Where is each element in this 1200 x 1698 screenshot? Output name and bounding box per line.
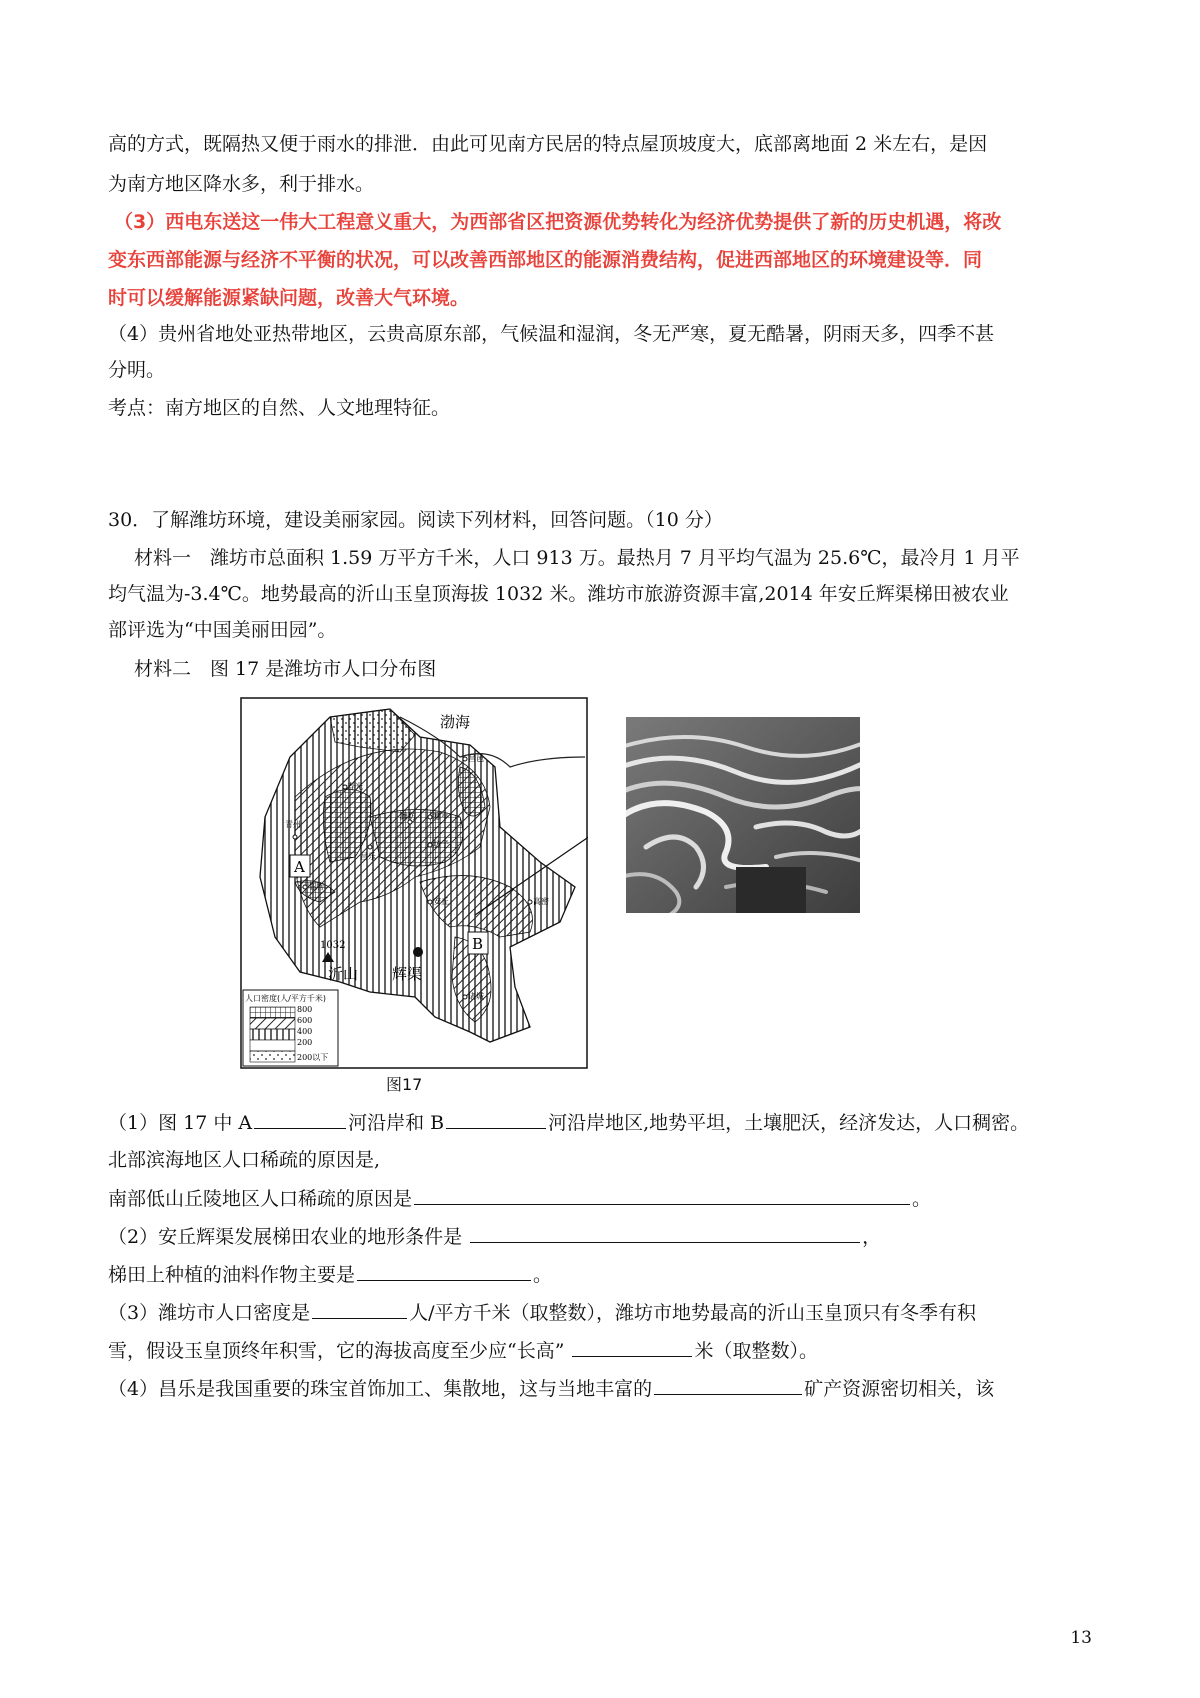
q1-part: （1）图 17 中 A (108, 1112, 253, 1134)
page-number: 13 (1070, 1628, 1092, 1648)
material-1-line: 均气温为-3.4℃。地势最高的沂山玉皇顶海拔 1032 米。潍坊市旅游资源丰富,2014 年安丘辉渠梯田被农业 (108, 583, 1009, 605)
q3-part: 雪，假设玉皇顶终年积雪，它的海拔高度至少应“长高” (108, 1340, 565, 1362)
answer-3-line: 时可以缓解能源紧缺问题，改善大气环境。 (108, 287, 470, 309)
label-a: A (294, 858, 305, 876)
q3-part: 人/平方千米（取整数），潍坊市地势最高的沂山玉皇顶只有冬季有积 (409, 1302, 976, 1324)
material-1-line: 部评选为“中国美丽田园”。 (108, 619, 337, 641)
q1-part: 南部低山丘陵地区人口稀疏的原因是 (108, 1188, 413, 1210)
question-1-line (108, 1108, 1029, 1137)
city-label: 安丘 (433, 897, 449, 906)
q1-part: 河沿岸地区,地势平坦，土壤肥沃，经济发达，人口稠密。 (548, 1112, 1030, 1134)
answer-4-line: （4）贵州省地处亚热带地区，云贵高原东部，气候温和湿润，冬无严寒，夏无酷暑，阴雨天多，四季不甚 (108, 323, 995, 345)
q1-part: 。 (912, 1188, 932, 1210)
answer-blank[interactable] (414, 1184, 910, 1205)
city-label: 临朐 (308, 882, 324, 891)
city-label: 昌乐 (360, 852, 376, 861)
question-3-line (108, 1298, 976, 1327)
q2-part: （2）安丘辉渠发展梯田农业的地形条件是 (108, 1226, 463, 1248)
q3-part: （3）潍坊市人口密度是 (108, 1302, 311, 1324)
q4-part: 矿产资源密切相关，该 (804, 1378, 995, 1400)
mountain-label: 沂山 (328, 965, 359, 983)
legend-title: 人口密度(人/平方千米) (245, 994, 326, 1003)
question-30-title: 30．了解潍坊环境，建设美丽家园。阅读下列材料，回答问题。（10 分） (108, 509, 723, 531)
city-label: 寒亭 (433, 812, 449, 821)
answer-blank[interactable] (654, 1374, 802, 1395)
legend-value: 400 (297, 1027, 313, 1036)
q3-part: 米（取整数）。 (694, 1340, 818, 1362)
answer-blank[interactable] (254, 1108, 346, 1129)
question-4-line (108, 1374, 994, 1403)
answer-blank[interactable] (572, 1336, 692, 1357)
city-label: 高密 (533, 897, 549, 906)
answer-4-line: 分明。 (108, 359, 166, 381)
text-line: 为南方地区降水多，利于排水。 (108, 173, 375, 195)
kaodian-line: 考点：南方地区的自然、人文地理特征。 (108, 397, 451, 419)
answer-blank[interactable] (357, 1260, 531, 1281)
legend-value: 600 (297, 1016, 313, 1025)
city-label: 坊子 (433, 840, 449, 849)
legend-value: 200 (297, 1038, 313, 1047)
question-1-line (108, 1184, 931, 1213)
q2-part: ， (862, 1226, 882, 1248)
material-1-line: 材料一 潍坊市总面积 1.59 万平方千米，人口 913 万。最热月 7 月平均气温为 25.6℃，最冷月 1 月平 (134, 547, 1020, 569)
population-map (240, 697, 588, 1069)
text-line: 高的方式，既隔热又便于雨水的排泄．由此可见南方民居的特点屋顶坡度大，底部离地面 2 米左右，是因 (108, 133, 988, 155)
legend-value: 200以下 (297, 1053, 329, 1062)
sea-label: 渤海 (440, 713, 471, 731)
answer-3-line: （3）西电东送这一伟大工程意义重大，为西部省区把资源优势转化为经济优势提供了新的历史机遇，将改 (114, 211, 1002, 233)
q2-part: 梯田上种植的油料作物主要是 (108, 1264, 356, 1286)
terrace-photo (626, 717, 860, 913)
question-3-line (108, 1336, 818, 1365)
question-2-line (108, 1260, 552, 1289)
label-b: B (472, 935, 484, 953)
answer-blank[interactable] (446, 1108, 546, 1129)
answer-blank[interactable] (312, 1298, 407, 1319)
answer-3-line: 变东西部能源与经济不平衡的状况，可以改善西部地区的能源消费结构，促进西部地区的环境建设等．同 (108, 249, 983, 271)
q2-part: 。 (533, 1264, 553, 1286)
answer-blank[interactable] (470, 1222, 860, 1243)
city-label: 寿光 (347, 782, 363, 791)
huiqu-label: 辉渠 (392, 965, 423, 983)
city-label: 青州 (285, 820, 301, 829)
question-1-line: 北部滨海地区人口稀疏的原因是, (108, 1149, 381, 1171)
material-2-line: 材料二 图 17 是潍坊市人口分布图 (134, 658, 437, 680)
q1-part: 河沿岸和 B (348, 1112, 445, 1134)
city-label: 诸城 (468, 992, 484, 1001)
city-label: 潍坊 (400, 812, 416, 821)
legend-value: 800 (297, 1005, 313, 1014)
peak-elevation: 1032 (320, 940, 346, 951)
q4-part: （4）昌乐是我国重要的珠宝首饰加工、集散地，这与当地丰富的 (108, 1378, 653, 1400)
figure-caption: 图17 (386, 1075, 423, 1094)
question-2-line (108, 1222, 881, 1251)
huiqu-dot-icon (413, 947, 423, 957)
city-label: 昌邑 (468, 754, 484, 763)
